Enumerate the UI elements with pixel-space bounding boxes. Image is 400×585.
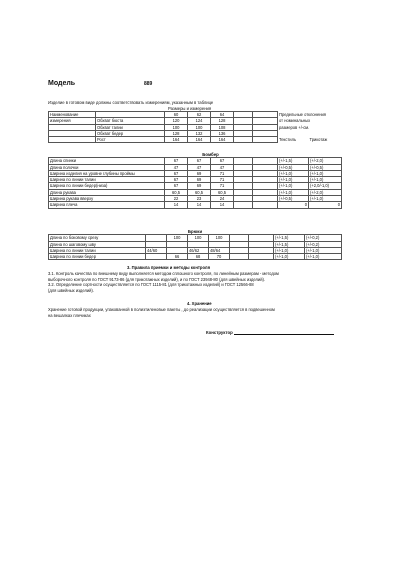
table-cell: 24	[211, 196, 234, 202]
base-measurements-table	[48, 111, 331, 143]
table-cell: 14	[211, 202, 234, 208]
table-cell: (+/-1,0)	[309, 177, 342, 183]
table-cell: Ширина по линии талии	[49, 177, 165, 183]
table-cell: 0	[278, 202, 309, 208]
section4-text: Хранение готовой продукции, упакованной в полиэтиленовые пакеты , до реализации осуществляется в подвешенном на вешалках плечиках	[48, 307, 275, 318]
table-cell: 100	[167, 235, 188, 241]
table-cell: 70	[209, 254, 230, 260]
table-cell: 60	[165, 112, 188, 118]
table-cell: Ширина по линии бедер(низа)	[49, 183, 165, 189]
section-title-bomber: Бомбер	[202, 152, 219, 157]
table-cell: 100	[165, 124, 188, 130]
table-cell: 22	[165, 196, 188, 202]
table-cell: (+/-1,5)	[274, 235, 305, 241]
table-cell: 0	[309, 202, 342, 208]
table-cell: 67	[165, 183, 188, 189]
table-cell: 71	[211, 177, 234, 183]
table-cell: (+/-1,0)	[278, 189, 309, 195]
table-cell: (+/-0,2)	[305, 241, 342, 247]
table-cell: 44/60	[146, 247, 167, 253]
table-cell: (+2,0/-1,0)	[309, 183, 342, 189]
table-row	[49, 254, 342, 260]
table-cell: Длина по боковому срезу	[49, 235, 146, 241]
table-cell: Длина по шаговому шву	[49, 241, 146, 247]
table-cell: от номинальных	[279, 118, 311, 124]
table-cell: (+/-1,0)	[278, 183, 309, 189]
table-cell: Предельные отклонения	[279, 112, 326, 117]
table-cell: 67	[165, 177, 188, 183]
section-title-trousers: Брюки	[187, 229, 203, 234]
table-cell: Наименование	[49, 112, 96, 118]
table-cell: 69	[188, 177, 211, 183]
table-cell: 60,5	[211, 189, 234, 195]
sizes-caption: Размеры и измерения	[168, 106, 212, 111]
table-cell: 67	[165, 158, 188, 164]
table-cell: Рост	[96, 137, 165, 143]
table-cell: Трикотаж	[309, 137, 328, 143]
table-cell: (+/-1,0)	[309, 170, 342, 176]
table-cell: 67	[188, 158, 211, 164]
table-cell: (+/-1,0)	[305, 254, 342, 260]
table-cell: 100	[209, 235, 230, 241]
table-cell: Обхват бюста	[96, 118, 165, 124]
table-cell: 120	[165, 118, 188, 124]
table-cell: 23	[188, 196, 211, 202]
table-cell: 108	[211, 124, 234, 130]
table-cell: 62	[188, 112, 211, 118]
table-cell: 14	[188, 202, 211, 208]
table-cell: 136	[211, 130, 234, 136]
intro-text: Изделие в готовом виде должны соответствовать измерениям, указанным в таблице	[48, 100, 214, 105]
table-cell: 71	[211, 170, 234, 176]
table-cell: (+/-1,0)	[278, 170, 309, 176]
table-cell: 128	[211, 118, 234, 124]
table-cell: 60,5	[165, 189, 188, 195]
table-cell: (+/-1,5)	[278, 158, 309, 164]
table-cell	[253, 137, 278, 143]
section4-title: 4. Хранение	[187, 301, 212, 306]
table-cell	[342, 202, 373, 208]
table-row	[49, 137, 331, 143]
table-cell: 66	[167, 254, 188, 260]
table-cell: (+/-0,5)	[278, 164, 309, 170]
table-cell: (+/-2,0)	[309, 158, 342, 164]
table-cell: 100	[188, 235, 209, 241]
table-cell: Ширина плеча	[49, 202, 165, 208]
table-cell: Ширина по линии талии	[49, 247, 146, 253]
table-cell: Ширина рукава вверху	[49, 196, 165, 202]
trousers-table	[48, 229, 342, 260]
table-cell: Ширина изделия на уровне глубины проймы	[49, 170, 165, 176]
bomber-table	[48, 152, 373, 209]
table-cell: Текстиль	[279, 137, 297, 143]
table-cell: 100	[188, 124, 211, 130]
table-cell	[49, 137, 96, 143]
table-cell: (+/-1,5)	[274, 241, 305, 247]
table-cell: 71	[211, 183, 234, 189]
table-cell: (+/-2,0)	[309, 189, 342, 195]
table-cell: 68	[188, 254, 209, 260]
table-cell: 60,5	[188, 189, 211, 195]
table-row	[49, 202, 373, 208]
table-cell: 132	[188, 130, 211, 136]
table-cell: 14	[165, 202, 188, 208]
model-code: 889	[144, 81, 153, 87]
table-cell: 67	[211, 158, 234, 164]
table-cell: 64	[211, 112, 234, 118]
table-cell: 164	[165, 137, 188, 143]
table-cell: 67	[165, 170, 188, 176]
table-cell	[249, 254, 274, 260]
table-cell: Ширина по линии бедер	[49, 254, 146, 260]
table-cell: 124	[188, 118, 211, 124]
signature-line	[234, 330, 334, 335]
table-cell: Обхват бедер	[96, 130, 165, 136]
table-cell	[230, 254, 249, 260]
constructor-signature	[206, 330, 334, 335]
model-header	[48, 80, 153, 87]
table-cell: (+/-1,0)	[305, 247, 342, 253]
table-cell: 47	[165, 164, 188, 170]
table-cell: 46/62	[188, 247, 209, 253]
table-cell: 164	[211, 137, 234, 143]
table-cell: 164	[188, 137, 211, 143]
table-cell	[146, 254, 167, 260]
table-cell: Длина спинки	[49, 158, 165, 164]
table-cell: 69	[188, 170, 211, 176]
table-cell: (+/-0,2)	[305, 235, 342, 241]
table-cell: 47	[188, 164, 211, 170]
table-cell: (+/-1,0)	[274, 254, 305, 260]
table-cell: измерения	[49, 118, 96, 124]
table-cell: 48/64	[209, 247, 230, 253]
constructor-label: Конструктор	[206, 330, 233, 335]
table-cell: Длина рукава	[49, 189, 165, 195]
table-cell	[234, 202, 253, 208]
table-cell: (+/-1,0)	[278, 177, 309, 183]
table-cell	[234, 137, 253, 143]
table-cell: 69	[188, 183, 211, 189]
table-cell: 47	[211, 164, 234, 170]
table-cell: (+/-1,0)	[274, 247, 305, 253]
table-cell: (+/-1,0)	[309, 196, 342, 202]
model-label: Модель	[48, 80, 76, 87]
table-cell: (+/-0,5)	[309, 164, 342, 170]
table-cell: (+/-0,5)	[278, 196, 309, 202]
table-cell	[253, 202, 278, 208]
section3-title: 3. Правила приемки и методы контроля	[127, 265, 211, 270]
section3-text: 3.1. Контроль качества по внешнему виду выполняется методом сплошного контроля, по линейным размерам - методом выборочного контроля по ГОСТ 9173-86 (для трикотажных изделий), и по ГОСТ 23948-80 (для швейных изделий). 3.2. Определение сортности осуществляется по ГОСТ 1115-81 (для трикотажных изделий) и ГОСТ 12566-88 (для швейных изделий).	[48, 271, 279, 293]
table-cell: Длина полочки	[49, 164, 165, 170]
table-cell: размеров +/-см.	[279, 124, 310, 130]
table-cell: 128	[165, 130, 188, 136]
table-cell: Обхват талии	[96, 124, 165, 130]
